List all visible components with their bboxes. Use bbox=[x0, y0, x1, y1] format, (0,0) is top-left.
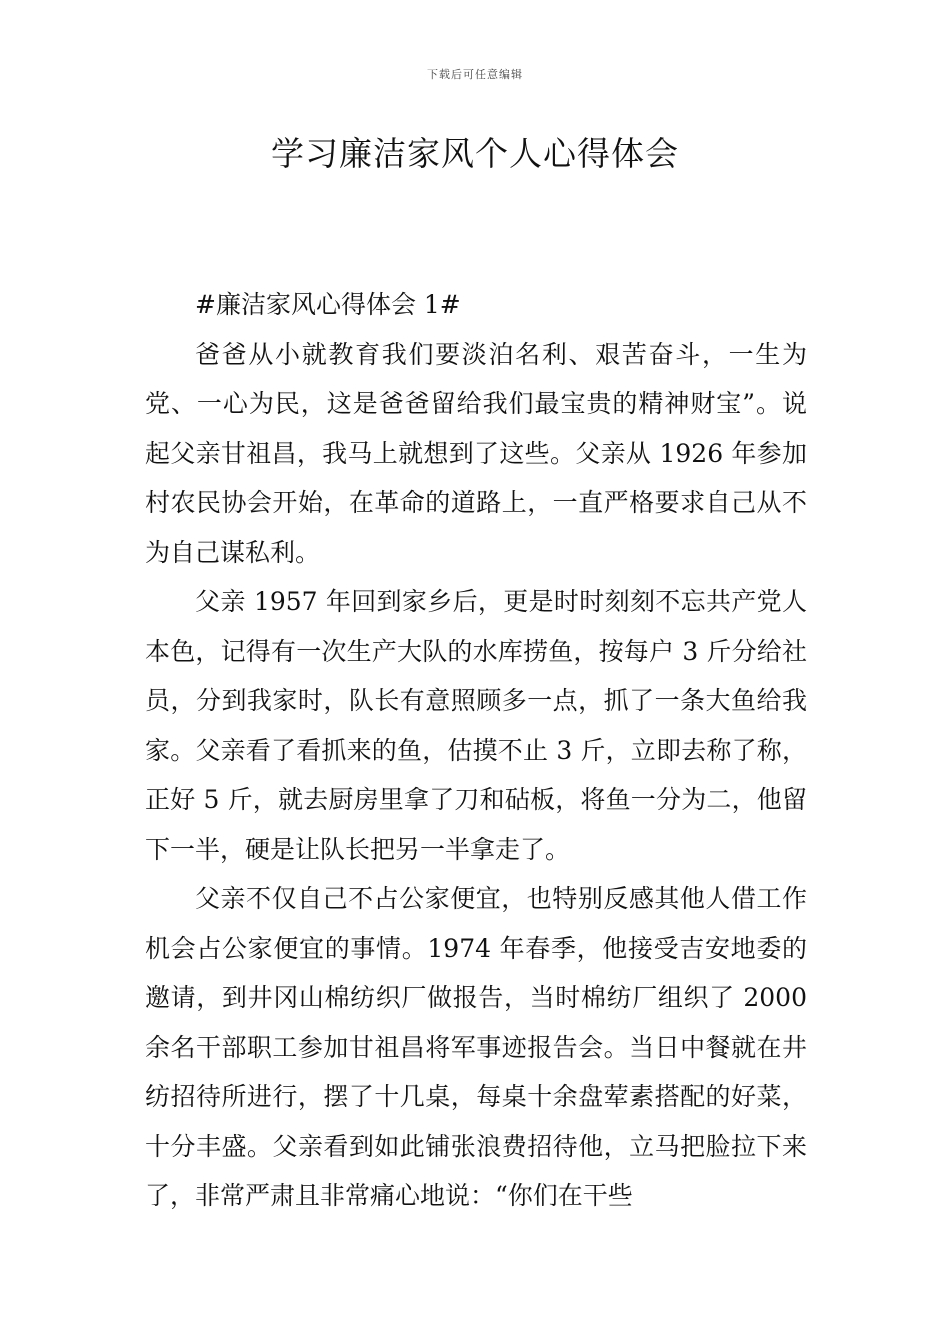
paragraph-2: 父亲 1957 年回到家乡后，更是时时刻刻不忘共产党人本色，记得有一次生产大队的水库捞鱼，按每户 3 斤分给社员，分到我家时，队长有意照顾多一点，抓了一条大鱼给我家。父亲看了看抓来的鱼，估摸不止 3 斤，立即去称了称，正好 5 斤，就去厨房里拿了刀和砧板，将鱼一分为二，他留下一半，硬是让队长把另一半拿走了。 bbox=[145, 587, 807, 864]
document-title: 学习廉洁家风个人心得体会 bbox=[271, 134, 679, 173]
paragraph-3: 父亲不仅自己不占公家便宜，也特别反感其他人借工作机会占公家便宜的事情。1974 年春季，他接受吉安地委的邀请，到井冈山棉纺织厂做报告，当时棉纺厂组织了 2000 余名干部职工参加甘祖昌将军事迹报告会。当日中餐就在井纺招待所进行，摆了十几桌，每桌十余盘荤素搭配的好菜，十分丰盛。父亲看到如此铺张浪费招待他，立马把脸拉下来了，非常严肃且非常痛心地说：“你们在干些 bbox=[145, 884, 807, 1210]
header-note: 下载后可任意编辑 bbox=[427, 68, 523, 81]
paragraph-1: 爸爸从小就教育我们要淡泊名利、艰苦奋斗，一生为党、一心为民，这是爸爸留给我们最宝贵的精神财宝”。说起父亲甘祖昌，我马上就想到了这些。父亲从 1926 年参加村农民协会开始，在革命的道路上，一直严格要求自己从不为自己谋私利。 bbox=[145, 339, 807, 567]
document-body bbox=[145, 280, 807, 1221]
section-heading: #廉洁家风心得体会 1# bbox=[195, 290, 461, 319]
